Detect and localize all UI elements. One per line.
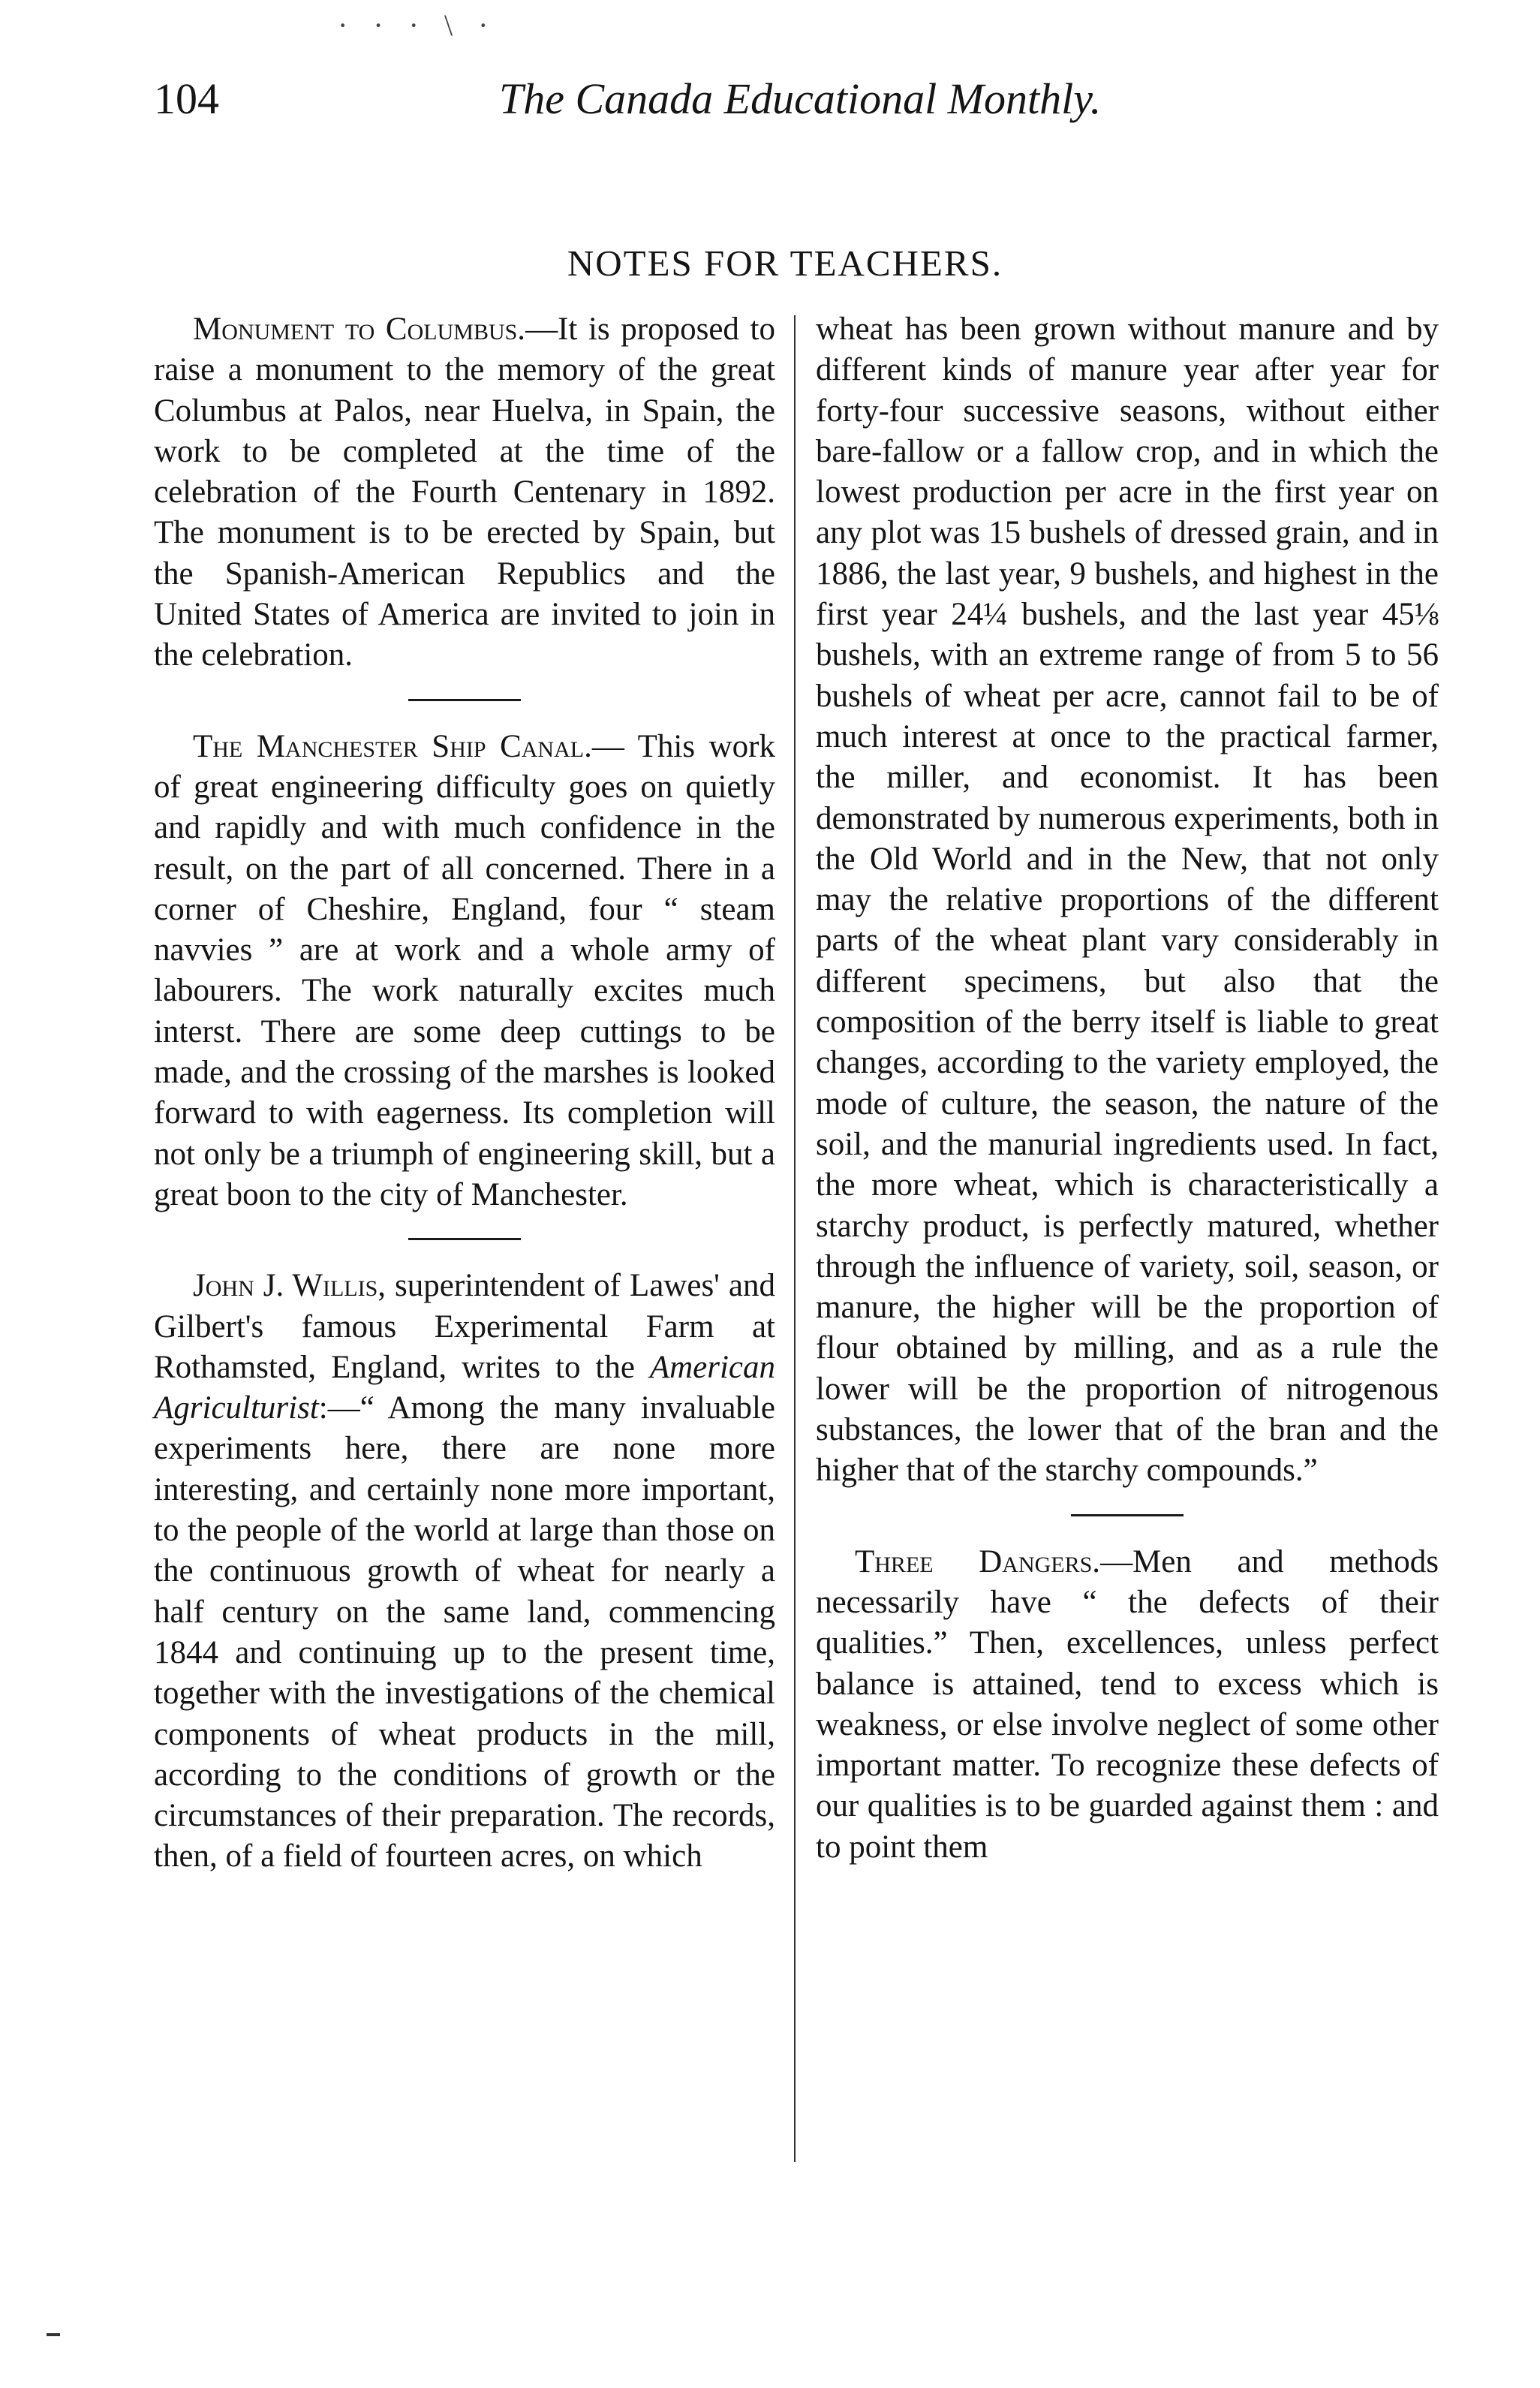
left-column [154, 309, 775, 1878]
column-divider [794, 315, 796, 2162]
separator-rule [1071, 1514, 1184, 1516]
page-number: 104 [154, 74, 219, 123]
columbus-heading: Monument to Columbus. [193, 312, 526, 347]
running-header [154, 74, 1390, 134]
canal-paragraph [154, 727, 775, 1216]
willis-heading: John J. Willis, [193, 1268, 387, 1304]
dangers-heading: Three Dangers. [855, 1543, 1101, 1579]
canal-text: — This work of great engineering difficulty goes on quietly and rapidly and with much confidence in the result, on the part of all concerned. There in a corner of Cheshire, England, four “ steam navvies ” are at work and a whole army of labourers. The work naturally excites much interst. There are some deep cuttings to be made, and the crossing of the marshes is looked forward to with eagerness. Its completion will not only be a triumph of engineering skill, but a great boon to the city of Manchester. [154, 728, 775, 1212]
separator-rule [408, 1238, 521, 1240]
publication-title: American Agriculturist [154, 1349, 775, 1426]
dangers-paragraph [816, 1542, 1439, 1868]
separator-rule [408, 699, 521, 701]
willis-continued-paragraph: wheat has been grown without manure and by different kinds of manure year after year for forty-four successive seasons, without either bare-fallow or a fallow crop, and in which the lowest production per acre in the first year on any plot was 15 bushels of dressed grain, and in 1886, the last year, 9 bushels, and highest in the first year 24¼ bushels, and the last year 45⅛ bushels, with an extreme range of from 5 to 56 bushels of wheat per acre, cannot fail to be of much interest at once to the practical farmer, the miller, and economist. It has been demonstrated by numerous experiments, both in the Old World and in the New, that not only may the relative proportions of the different parts of the wheat plant vary considerably in different specimens, but also that the composition of the berry itself is liable to great changes, according to the variety employed, the mode of culture, the season, the nature of the soil, and the manurial ingredients used. In fact, the more wheat, which is characteristically a starchy product, is perfectly matured, whether through the influence of variety, soil, season, or manure, the higher will be the proportion of flour obtained by milling, and as a rule the lower will be the proportion of nitrogenous substances, the lower that of the bran and the higher that of the starchy compounds.” [816, 312, 1439, 1489]
margin-mark [47, 2333, 60, 2336]
columbus-text: —It is proposed to raise a monument to the memory of the great Columbus at Palos, near Huelva, in Spain, the work to be completed at the time of the celebration of the Fourth Centenary in 1892. The monument is to be erected by Spain, but the Spanish-American Republics and the United States of America are invited to join in the celebration. [154, 312, 775, 673]
dangers-text: —Men and methods necessarily have “ the defects of their qualities.” Then, excellences, unless perfect balance is attained, tend to excess which is weakness, or else involve neglect of some other important matter. To recognize these defects of our qualities is to be guarded against them : and to point them [816, 1543, 1439, 1865]
section-title: NOTES FOR TEACHERS. [567, 242, 1003, 284]
right-column [816, 309, 1439, 1868]
scan-specks: · · · \ · [338, 8, 498, 42]
willis-text-after: :—“ Among the many invaluable experiments here, there are none more interesting, and certainly none more important, to the people of the world at large than those on the continuous growth of wheat for nearly a half century on the same land, commencing 1844 and continuing up to the present time, together with the investigations of the chemical components of wheat products in the mill, according to the conditions of growth or the circumstances of their preparation. The records, then, of a field of fourteen acres, on which [154, 1390, 775, 1875]
canal-heading: The Manchester Ship Canal. [193, 728, 592, 764]
willis-text-before: superintendent of Lawes' and Gilbert's famous Experimental Farm at Rothamsted, England, writes to the [154, 1268, 775, 1385]
willis-paragraph [154, 1266, 775, 1877]
columbus-paragraph [154, 309, 775, 676]
journal-title: The Canada Educational Monthly. [499, 74, 1102, 123]
